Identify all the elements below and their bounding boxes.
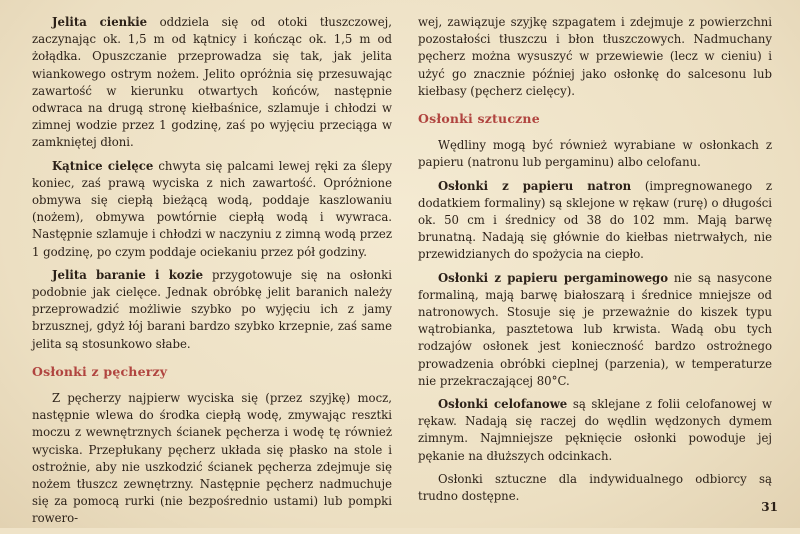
left-column bbox=[32, 14, 392, 534]
paragraph-text: są sklejane z folii celofanowej w rękaw. Nadają się raczej do wędlin wędzonych dymem zimnym. Najmniejsze pęknięcie osłonki powoduje jej pękanie na dłuższych odcinkach. bbox=[418, 397, 772, 463]
paragraph-dostepnosc: Osłonki sztuczne dla indywidualnego odbiorcy są trudno dostępne. bbox=[418, 471, 772, 504]
paragraph-jelita-baranie bbox=[32, 267, 392, 353]
section-heading-oslonki-z-pecherzy: Osłonki z pęcherzy bbox=[32, 363, 168, 379]
term-pergamin: Osłonki z papieru pergaminowego bbox=[438, 270, 669, 285]
term-natron: Osłonki z papieru natron bbox=[438, 178, 632, 193]
paragraph-pergamin bbox=[418, 270, 772, 390]
paragraph-natron bbox=[418, 178, 772, 264]
page-number: 31 bbox=[761, 500, 778, 514]
paragraph-text: (impregnowanego z dodatkiem formaliny) są sklejone w rękaw (rurę) o długości ok. 50 cm i średnicy od 38 do 102 mm. Mają barwę brunatną. Nadają się głównie do kiełbas nietrwałych, nie przewidzianych do spożycia na ciepło. bbox=[418, 178, 772, 262]
paragraph-text: nie są nasycone formaliną, mają barwę białoszarą i średnice mniejsze od natronowych. Stosuje się je przeważnie do kiszek typu wątrobianka, pasztetowa lub krwista. Wadą obu tych rodzajów osłonek jest konieczność bardzo ostrożnego prowadzenia obróbki cieplnej (parzenia), w temperaturze nie przekraczającej 80°C. bbox=[418, 270, 772, 388]
paragraph-pecherze-continued: wej, zawiązuje szyjkę szpagatem i zdejmuje z powierzchni pozostałości tłuszczu i błon tłuszczowych. Nadmuchany pęcherz można wysuszyć w przewiewie (lecz w cieniu) i użyć go znacznie później jako osłonkę do salcesonu lub kiełbasy (pęcherz cielęcy). bbox=[418, 15, 772, 98]
paragraph-text: oddziela się od otoki tłuszczowej, zaczynając ok. 1,5 m od kątnicy i kończąc ok. 1,5 m od żołądka. Opuszczanie przeprowadza się tak, jak jelita wiankowego ostrym nożem. Jelito opróżnia się przesuwając zawartość w kierunku otwartych końców, następnie odwraca na drugą stronę kiełbaśnice, szlamuje i chłodzi w zimnej wodzie przez 1 godzinę, zaś po wyjęciu przeciąga w zamkniętej dłoni. bbox=[32, 15, 392, 150]
paragraph-text: chwyta się palcami lewej ręki za ślepy koniec, zaś prawą wyciska z nich zawartość. Opróżnione obmywa się ciepłą bieżącą wodą, poddaje kaszlowaniu (nożem), obmywa powtórnie ciepłą wodą i wywraca. Następnie szlamuje i chłodzi w naczyniu z zimną wodą przez 1 godzinę, po czym poddaje ociekaniu przez pół godziny. bbox=[32, 158, 392, 259]
term-jelita-baranie: Jelita baranie i kozie bbox=[52, 267, 204, 282]
paragraph-katnice-cielece bbox=[32, 158, 392, 261]
section-heading-oslonki-sztuczne: Osłonki sztuczne bbox=[418, 111, 540, 127]
paragraph-text: przygotowuje się na osłonki podobnie jak cielęce. Jednak obróbkę jelit baranich należy przeprowadzić możliwie szybko po wyjęciu ich z jamy brzusznej, gdyż łój barani bardzo szybko krzepnie, zaś same jelita są stosunkowo słabe. bbox=[32, 267, 392, 351]
term-jelita-cienkie: Jelita cienkie bbox=[52, 15, 148, 29]
paragraph-jelita-cienkie bbox=[32, 14, 392, 152]
term-celofan: Osłonki celofanowe bbox=[438, 397, 568, 412]
term-katnice-cielece: Kątnice cielęce bbox=[52, 158, 154, 173]
right-column bbox=[418, 14, 772, 511]
paragraph-celofan bbox=[418, 396, 772, 465]
paragraph-pecherze: Z pęcherzy najpierw wyciska się (przez szyjkę) mocz, następnie wlewa do środka ciepłą wodę, zmywając resztki moczu z wewnętrznych ścianek pęcherza i wodę tę również wyciska. Przepłukany pęcherz układa się płasko na stole i ostrożnie, aby nie uszkodzić ścianek pęcherza zdejmuje się nożem tłuszcz zewnętrzny. Następnie pęcherz nadmuchuje się za pomocą rurki (nie bezpośrednio ustami) lub pompki rowero- bbox=[32, 391, 392, 526]
paragraph-wedliny: Wędliny mogą być również wyrabiane w osłonkach z papieru (natronu lub pergaminu) albo celofanu. bbox=[418, 138, 772, 170]
